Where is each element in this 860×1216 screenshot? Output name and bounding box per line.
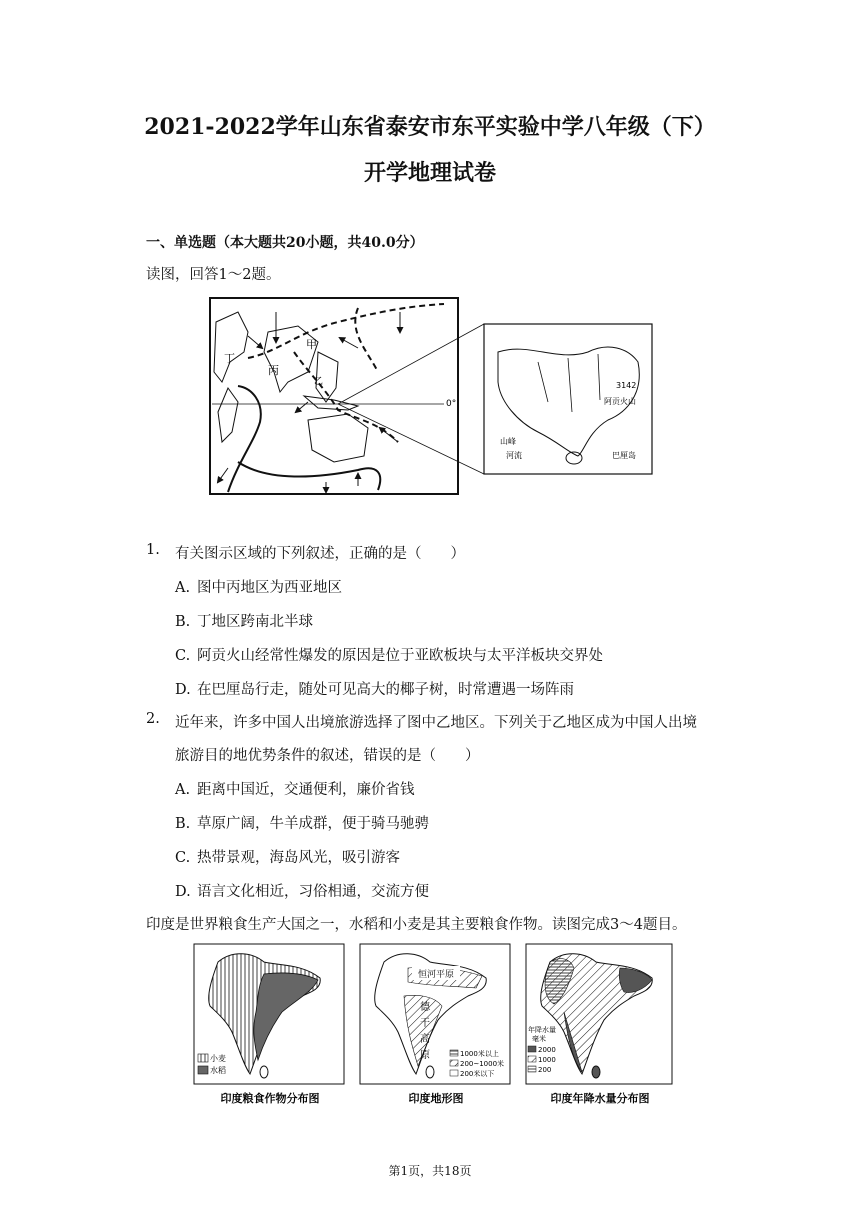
paper-title-line1: 2021-2022学年山东省泰安市东平实验中学八年级（下） bbox=[144, 114, 716, 140]
legend-rice-label: 水稻 bbox=[210, 1066, 226, 1075]
ganges-plain-label: 恒河平原 bbox=[417, 970, 455, 980]
rain-legend-200: 200 bbox=[538, 1066, 552, 1074]
peak-elevation-label: 3142 bbox=[616, 381, 637, 390]
india-terrain-map bbox=[358, 942, 514, 1108]
question-2-option-d: D. 语言文化相近，习俗相通，交流方便 bbox=[175, 884, 429, 900]
legend-river-label: 河流 bbox=[506, 451, 522, 460]
paper-title-line2: 开学地理试卷 bbox=[363, 160, 496, 186]
legend-mid-label: 200~1000米 bbox=[460, 1060, 505, 1068]
map-label-bing: 丙 bbox=[268, 364, 279, 377]
deccan-label-2: 干 bbox=[420, 1018, 430, 1029]
map-label-jia: 甲 bbox=[306, 338, 317, 351]
agung-volcano-label: 阿贡火山 bbox=[604, 397, 636, 406]
southeast-asia-map bbox=[208, 292, 660, 498]
india-crop-map bbox=[192, 942, 348, 1108]
question-1-stem: 有关图示区域的下列叙述，正确的是（ ） bbox=[175, 546, 465, 562]
question-2-option-c: C. 热带景观，海岛风光，吸引游客 bbox=[175, 850, 400, 866]
question-1-option-d: D. 在巴厘岛行走，随处可见高大的椰子树，时常遭遇一场阵雨 bbox=[175, 682, 574, 698]
legend-peak-label: 山峰 bbox=[500, 437, 516, 446]
rain-legend-1000: 1000 bbox=[538, 1056, 556, 1064]
rain-legend-2000: 2000 bbox=[538, 1046, 556, 1054]
india-rainfall-map bbox=[524, 942, 676, 1108]
question-1-option-c: C. 阿贡火山经常性爆发的原因是位于亚欧板块与太平洋板块交界处 bbox=[175, 648, 603, 664]
deccan-label-3: 高 bbox=[420, 1034, 430, 1045]
equator-label: 0° bbox=[446, 399, 457, 409]
legend-low-label: 200米以下 bbox=[460, 1070, 495, 1078]
map-label-yi: 乙 bbox=[314, 377, 324, 387]
question-2-stem-line2: 旅游目的地优势条件的叙述，错误的是（ ） bbox=[175, 748, 480, 764]
question-2-number: 2. bbox=[146, 711, 160, 727]
section-heading: 一、单选题（本大题共20小题，共40.0分） bbox=[146, 235, 424, 251]
question-1-option-b: B. 丁地区跨南北半球 bbox=[175, 614, 313, 630]
question-2-option-b: B. 草原广阔，牛羊成群，便于骑马驰骋 bbox=[175, 816, 429, 832]
bali-island-label: 巴厘岛 bbox=[612, 451, 636, 460]
question-1-option-a: A. 图中丙地区为西亚地区 bbox=[175, 580, 342, 596]
intro-text-1: 读图，回答1～2题。 bbox=[146, 267, 281, 283]
rainfall-map-caption: 印度年降水量分布图 bbox=[550, 1092, 650, 1105]
question-2-option-a: A. 距离中国近，交通便利，廉价省钱 bbox=[175, 782, 415, 798]
terrain-map-caption: 印度地形图 bbox=[408, 1092, 464, 1105]
deccan-label-1: 德 bbox=[420, 1002, 430, 1013]
crop-map-caption: 印度粮食作物分布图 bbox=[220, 1092, 320, 1105]
legend-high-label: 1000米以上 bbox=[460, 1050, 499, 1058]
rain-legend-unit: 毫米 bbox=[532, 1035, 546, 1043]
deccan-label-4: 原 bbox=[420, 1050, 430, 1061]
question-2-stem-line1: 近年来，许多中国人出境旅游选择了图中乙地区。下列关于乙地区成为中国人出境 bbox=[175, 715, 697, 731]
map-label-ding: 丁 bbox=[224, 352, 235, 365]
rain-legend-title: 年降水量 bbox=[528, 1026, 556, 1034]
page-footer: 第1页，共18页 bbox=[388, 1164, 472, 1178]
legend-wheat-label: 小麦 bbox=[210, 1054, 226, 1063]
question-1-number: 1. bbox=[146, 542, 160, 558]
intro-text-2: 印度是世界粮食生产大国之一，水稻和小麦是其主要粮食作物。读图完成3～4题目。 bbox=[146, 917, 687, 933]
